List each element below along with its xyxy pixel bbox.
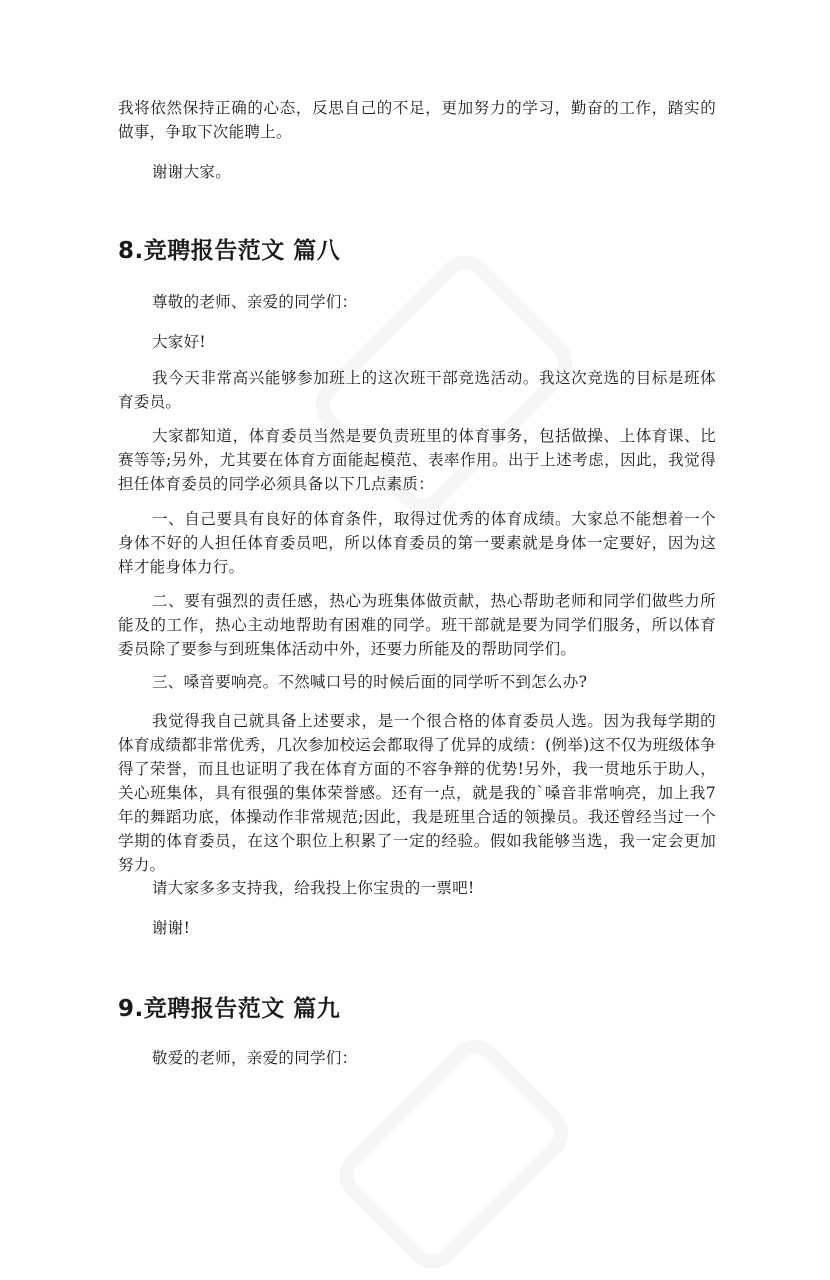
body-paragraph: 三、嗓音要响亮。不然喊口号的时候后面的同学听不到怎么办? xyxy=(152,673,588,691)
intro-paragraph: 谢谢大家。 xyxy=(152,163,232,181)
salutation: 敬爱的老师，亲爱的同学们： xyxy=(152,1049,358,1067)
greeting: 大家好! xyxy=(152,333,206,351)
intro-paragraph: 我将依然保持正确的心态，反思自己的不足，更加努力的学习，勤奋的工作，踏实的做事，争取下次能聘上。 xyxy=(118,99,716,141)
section-heading: 8.竞聘报告范文 篇八 xyxy=(118,238,341,264)
body-paragraph: 请大家多多支持我，给我投上你宝贵的一票吧! xyxy=(152,879,475,897)
body-paragraph: 大家都知道，体育委员当然是要负责班里的体育事务，包括做操、上体育课、比赛等等;另外，尤其要在体育方面能起模范、表率作用。出于上述考虑，因此，我觉得担任体育委员的同学必须具备以下几点素质： xyxy=(118,427,716,493)
body-paragraph: 一、自己要具有良好的体育条件，取得过优秀的体育成绩。大家总不能想着一个身体不好的人担任体育委员吧，所以体育委员的第一要素就是身体一定要好，因为这样才能身体力行。 xyxy=(118,510,716,576)
salutation: 尊敬的老师、亲爱的同学们： xyxy=(152,293,358,311)
closing: 谢谢! xyxy=(152,919,191,937)
section-heading: 9.竞聘报告范文 篇九 xyxy=(118,996,341,1022)
body-paragraph: 我觉得我自己就具备上述要求，是一个很合格的体育委员人选。因为我每学期的体育成绩都非常优秀，几次参加校运会都取得了优异的成绩：(例举)这不仅为班级体争得了荣誉，而且也证明了我在体育方面的不容争辩的优势!另外，我一贯地乐于助人，关心班集体，具有很强的集体荣誉感。还有一点，就是我的`嗓音非常响亮，加上我7年的舞蹈功底，体操动作非常规范;因此，我是班里合适的领操员。我还曾经当过一个学期的体育委员，在这个职位上积累了一定的经验。假如我能够当选，我一定会更加努力。 xyxy=(118,712,716,874)
body-paragraph: 二、要有强烈的责任感，热心为班集体做贡献，热心帮助老师和同学们做些力所能及的工作，热心主动地帮助有困难的同学。班干部就是要为同学们服务，所以体育委员除了要参与到班集体活动中外，还要力所能及的帮助同学们。 xyxy=(118,592,716,658)
body-paragraph: 我今天非常高兴能够参加班上的这次班干部竞选活动。我这次竞选的目标是班体育委员。 xyxy=(118,369,716,411)
